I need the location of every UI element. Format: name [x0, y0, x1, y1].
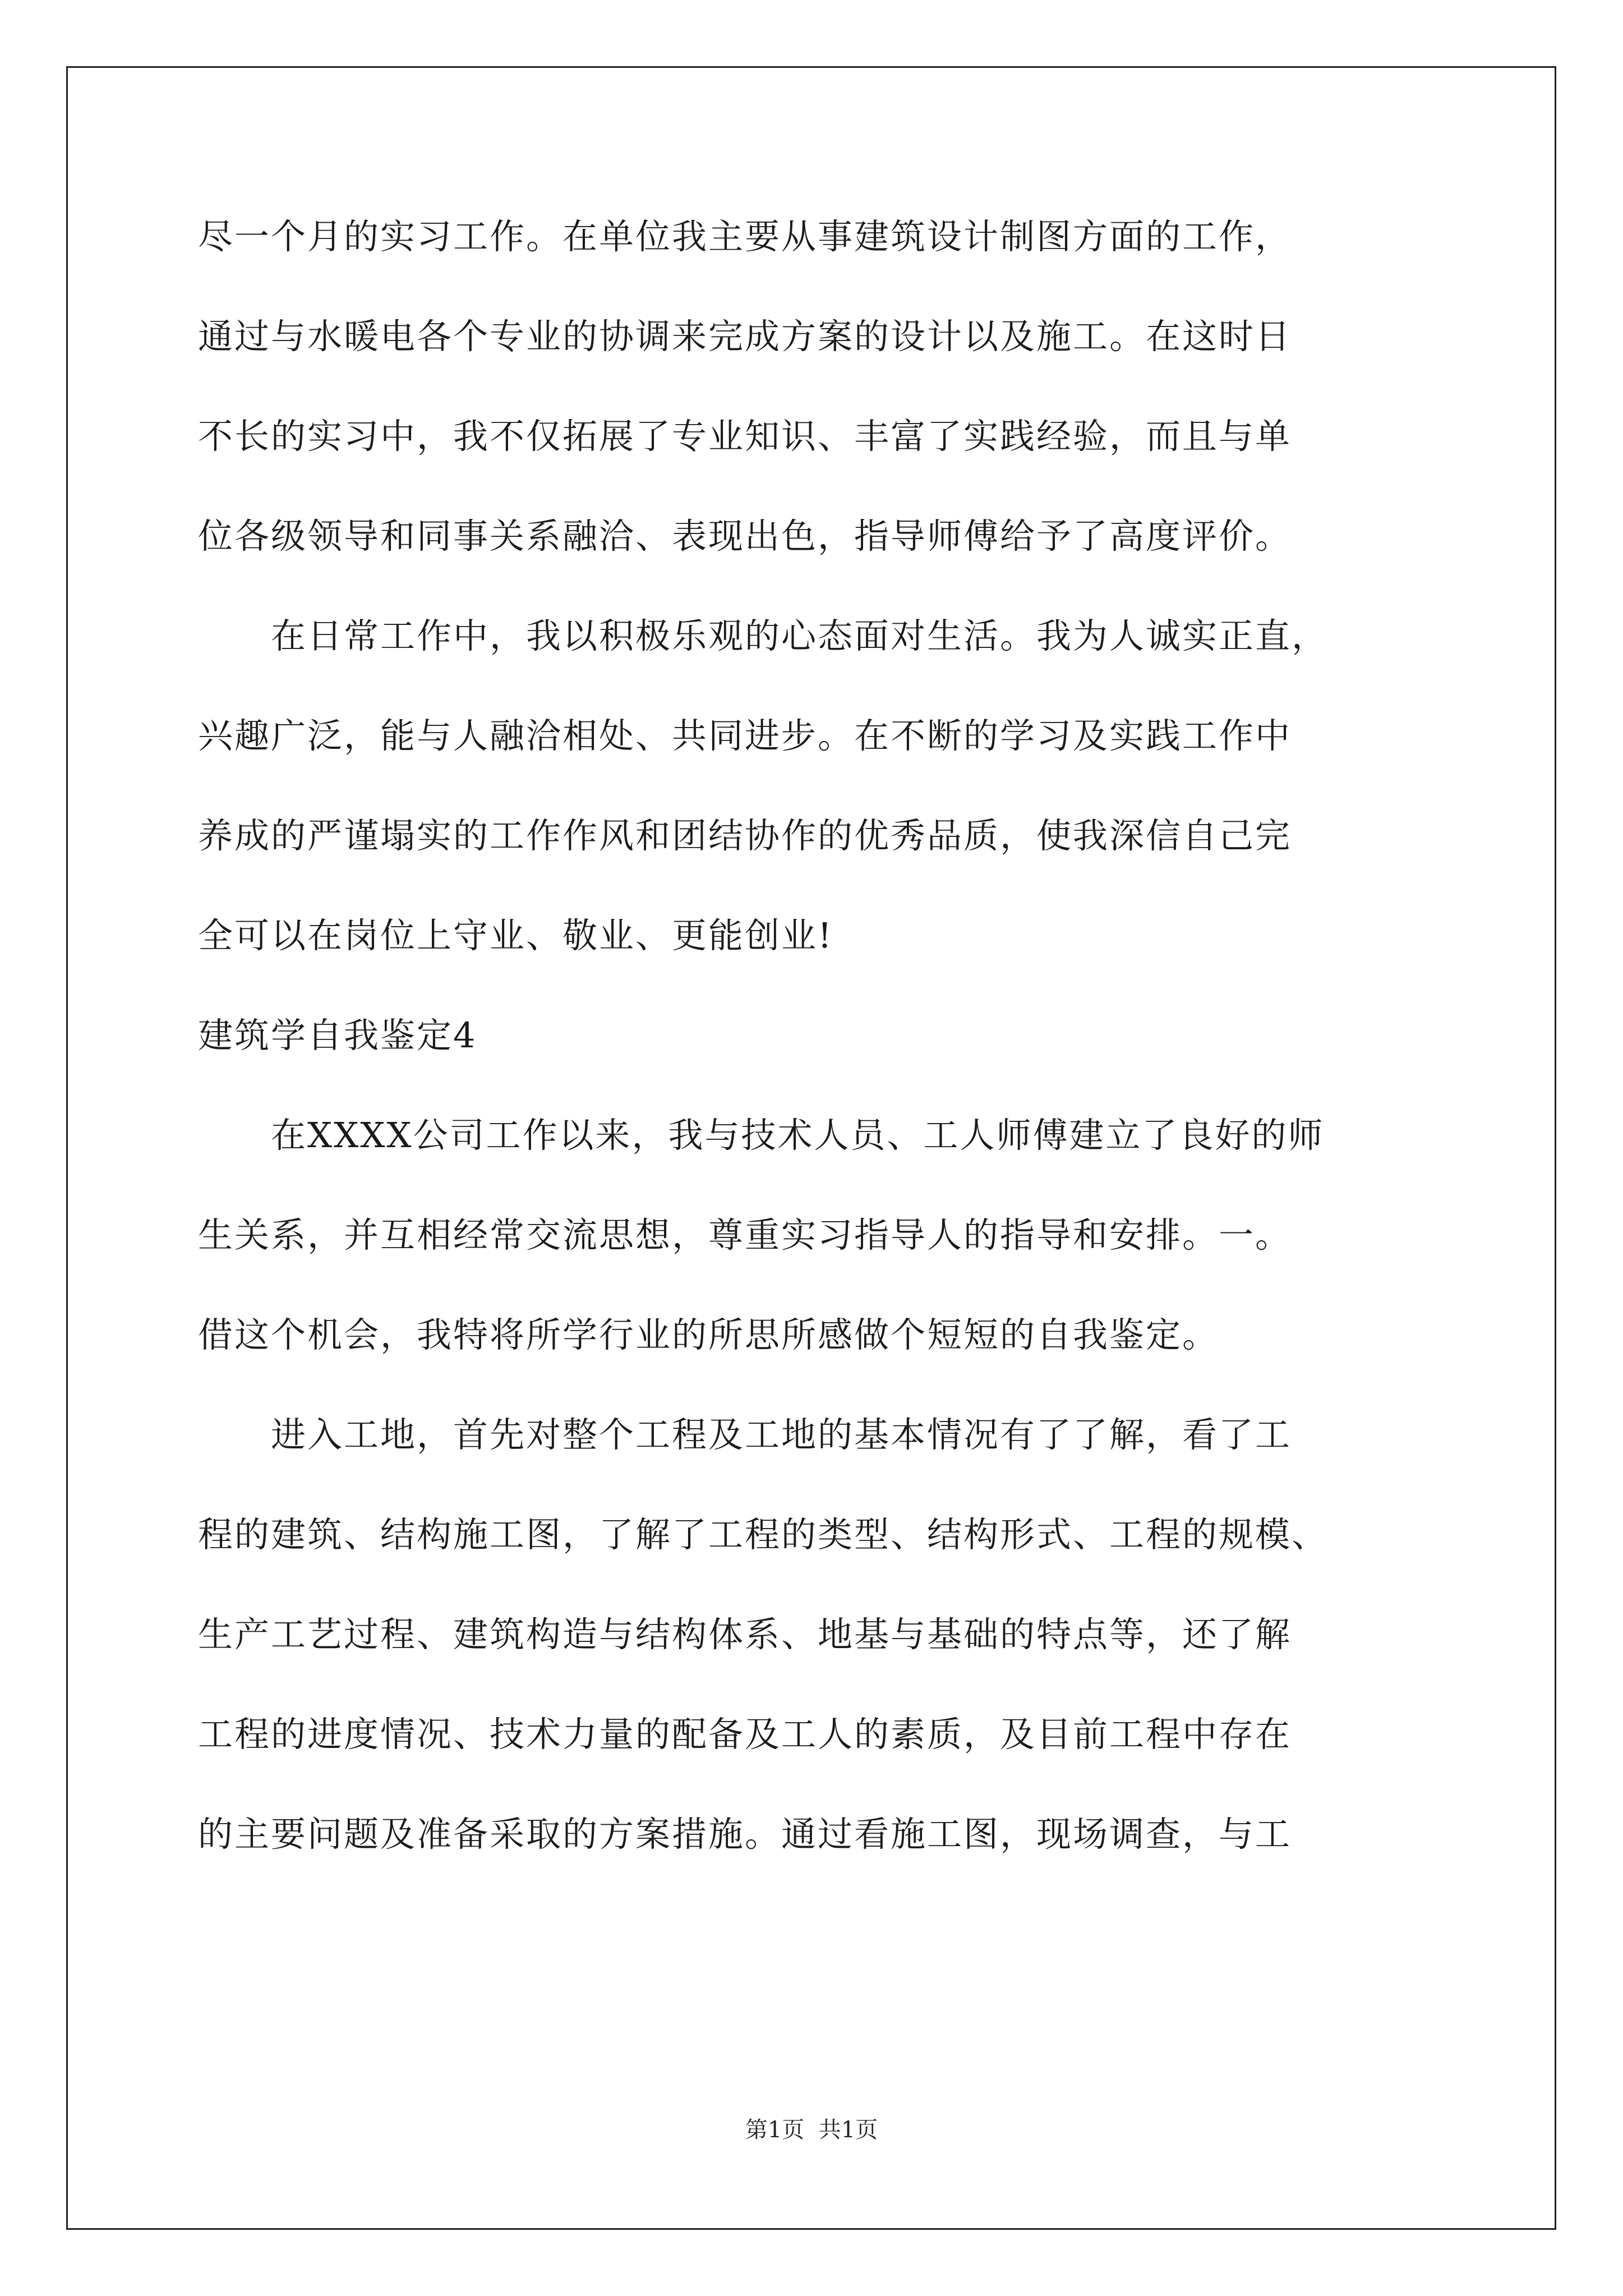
- body-line: 尽一个月的实习工作。在单位我主要从事建筑设计制图方面的工作，: [198, 216, 1292, 257]
- page-number-footer: 第1页 共1页: [745, 2117, 878, 2143]
- body-line: 进入工地，首先对整个工程及工地的基本情况有了了解，看了工: [198, 1414, 1292, 1455]
- body-line: 在XXXX公司工作以来，我与技术人员、工人师傅建立了良好的师: [198, 1115, 1325, 1156]
- body-line: 不长的实习中，我不仅拓展了专业知识、丰富了实践经验，而且与单: [198, 416, 1292, 457]
- body-line: 借这个机会，我特将所学行业的所思所感做个短短的自我鉴定。: [198, 1314, 1219, 1355]
- body-line: 兴趣广泛，能与人融洽相处、共同进步。在不断的学习及实践工作中: [198, 715, 1292, 756]
- section-heading: 建筑学自我鉴定4: [198, 1015, 477, 1056]
- body-line: 生产工艺过程、建筑构造与结构体系、地基与基础的特点等，还了解: [198, 1614, 1292, 1655]
- body-line: 通过与水暖电各个专业的协调来完成方案的设计以及施工。在这时日: [198, 316, 1292, 357]
- body-line: 程的建筑、结构施工图，了解了工程的类型、结构形式、工程的规模、: [198, 1514, 1329, 1555]
- body-line: 养成的严谨塌实的工作作风和团结协作的优秀品质，使我深信自己完: [198, 815, 1292, 856]
- body-line: 生关系，并互相经常交流思想，尊重实习指导人的指导和安排。一。: [198, 1214, 1292, 1255]
- body-line: 的主要问题及准备采取的方案措施。通过看施工图，现场调查，与工: [198, 1814, 1292, 1855]
- body-line: 工程的进度情况、技术力量的配备及工人的素质，及目前工程中存在: [198, 1714, 1292, 1755]
- body-line: 全可以在岗位上守业、敬业、更能创业!: [198, 915, 833, 956]
- body-line: 在日常工作中，我以积极乐观的心态面对生活。我为人诚实正直，: [198, 615, 1329, 656]
- body-line: 位各级领导和同事关系融洽、表现出色，指导师傅给予了高度评价。: [198, 516, 1292, 556]
